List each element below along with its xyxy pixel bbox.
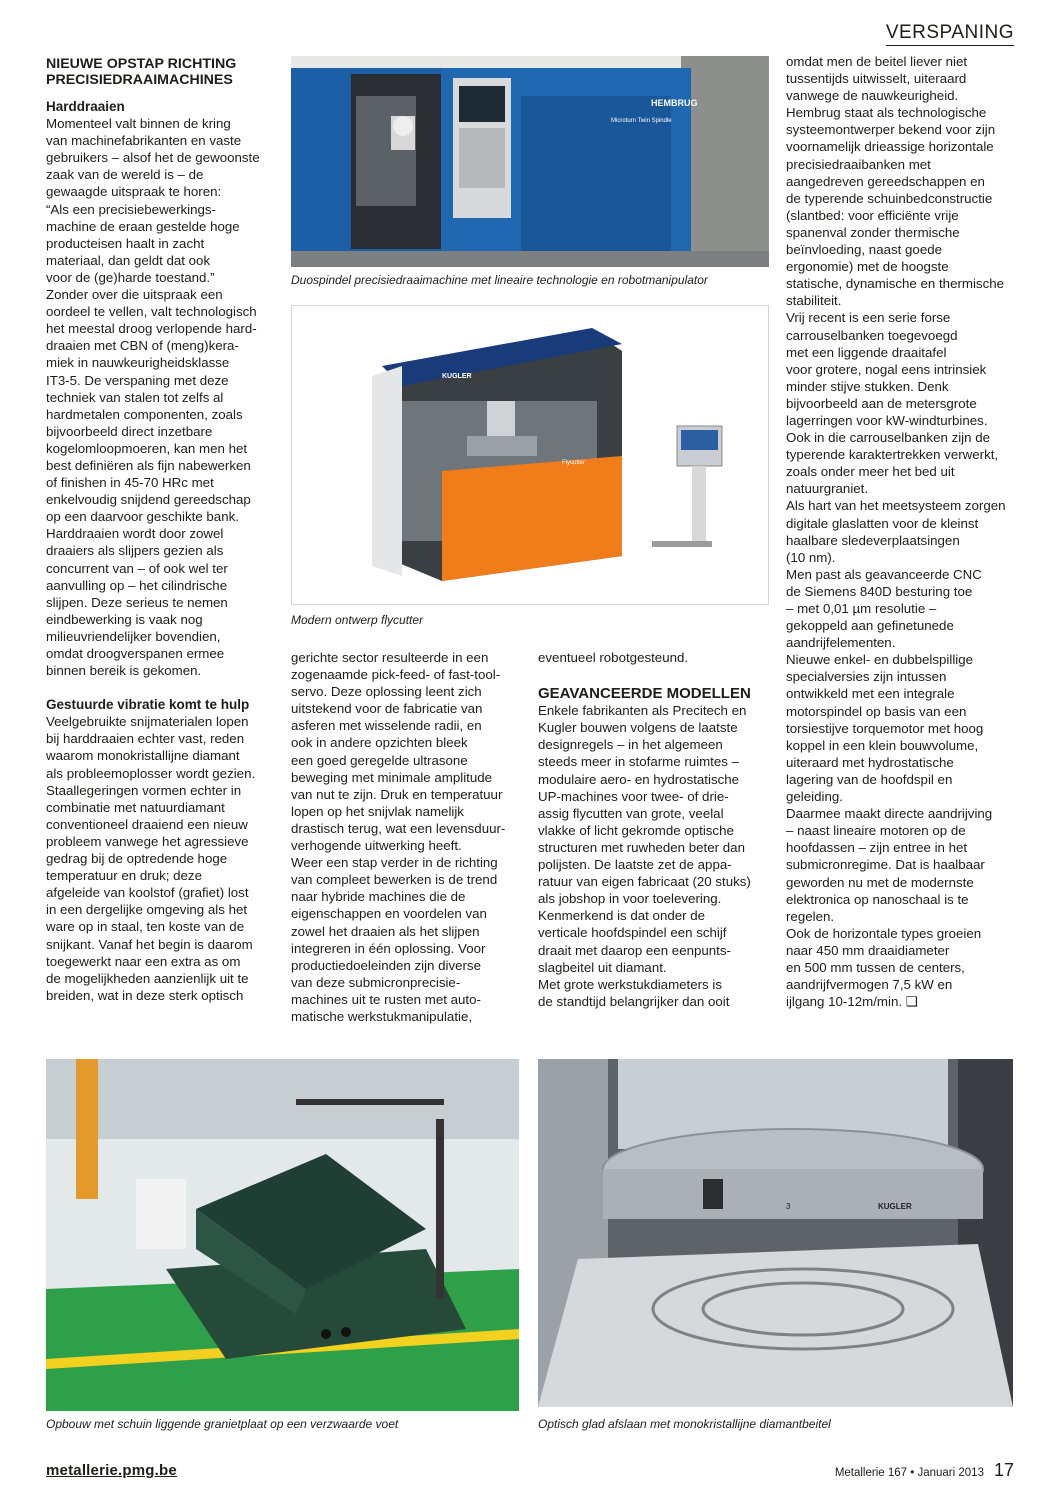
text-line: lagerringen voor kW-windturbines.	[786, 412, 988, 428]
caption-fig2: Modern ontwerp flycutter	[291, 613, 424, 627]
text-line: naar 450 mm draaidiameter	[786, 942, 950, 958]
text-line: de typerende schuinbedconstructie	[786, 190, 993, 206]
granietplaat-illustration	[46, 1059, 519, 1411]
text-line: lopen op het snijvlak namelijk	[291, 803, 464, 819]
text-line: – naast lineaire motoren op de	[786, 823, 966, 839]
text-line: kogelomloopmoeren, kan men het	[46, 440, 248, 456]
text-line: ijlgang 10-12m/min. ❑	[786, 994, 918, 1010]
footer-issue-info	[835, 1460, 1014, 1481]
text-line: draaien met CBN of (meng)kera-	[46, 338, 239, 354]
text-line: hardmetalen componenten, zoals	[46, 406, 243, 422]
caption-fig1: Duospindel precisiedraaimachine met lineaire technologie en robotmanipulator	[291, 273, 708, 287]
text-line: (10 nm).	[786, 549, 836, 565]
text-line: zoals onder meer het bed uit	[786, 464, 955, 480]
paragraph-harddraaien	[46, 115, 276, 679]
text-line: voor de (ge)harde toestand.”	[46, 269, 215, 285]
text-line: enkelvoudig snijdend gereedschap	[46, 492, 251, 508]
text-line: koppel in een klein bouwvolume,	[786, 737, 979, 753]
text-line: materiaal, dan geldt dat ook	[46, 252, 211, 268]
text-line: binnen bereik is gekomen.	[46, 663, 202, 679]
text-line: omdat droogverspanen ermee	[46, 646, 225, 661]
text-line: probleem vanwege het agressieve	[46, 833, 249, 849]
text-line: stabiliteit.	[786, 293, 842, 309]
text-line: matische werkstukmanipulatie,	[291, 1008, 473, 1024]
text-line: torsiestijve torquemotor met hoog	[786, 720, 984, 736]
text-line: motorspindel op basis van een	[786, 703, 967, 719]
column-3	[538, 649, 768, 1010]
text-line: draaiers als slijpers gezien als	[46, 543, 224, 559]
text-line: machine de eraan gestelde hoge	[46, 218, 240, 234]
text-line: gekoppeld aan gefinetunede	[786, 618, 954, 634]
text-line: bijvoorbeeld aan de metersgrote	[786, 395, 977, 411]
photo-duospindel-machine	[291, 56, 769, 267]
text-line: zogenaamde pick-feed- of fast-tool-	[291, 667, 501, 683]
text-line: als jobshop in voor toelevering.	[538, 891, 722, 907]
text-line: beweging met minimale amplitude	[291, 769, 493, 785]
text-line: voornamelijk drieassige horizontale	[786, 139, 994, 155]
text-line: geleiding.	[786, 789, 843, 805]
text-line: Vrij recent is een serie forse	[786, 310, 951, 326]
text-line: conventioneel draaiend een nieuw	[46, 816, 248, 832]
text-line: eigenschappen en voordelen van	[291, 906, 487, 922]
text-line: concurrent van – of ook wel ter	[46, 560, 228, 576]
text-line: Staallegeringen vormen echter in	[46, 782, 242, 798]
text-line: productiedoeleinden zijn diverse	[291, 957, 481, 973]
text-line: slijpen. Deze serieus te nemen	[46, 594, 228, 610]
text-line: Ook in die carrouselbanken zijn de	[786, 430, 991, 446]
text-line: ergonomie) met de hoogste	[786, 259, 949, 275]
text-line: ratuur van eigen fabricaat (20 stuks)	[538, 874, 751, 890]
article-title-line-1: NIEUWE OPSTAP RICHTING	[46, 56, 237, 72]
text-line: uiteraard met hydrostatische	[786, 754, 954, 770]
text-line: aandrijfelementen.	[786, 635, 896, 651]
hembrug-logo: HEMBRUG	[651, 98, 698, 108]
text-line: bij harddraaien echter vast, reden	[46, 731, 245, 747]
page-number: 17	[993, 1460, 1014, 1480]
column-2	[291, 649, 521, 1025]
text-line: zaak van de wereld is – de	[46, 167, 204, 183]
panel-text: Microturn Twin Spindle	[611, 118, 672, 124]
text-line: hoofdassen – zijn entree in het	[786, 840, 968, 856]
text-line: van compleet bewerken is de trend	[291, 872, 498, 888]
text-line: gebruikers – alsof het de gewoonste	[46, 150, 260, 166]
text-line: carrouselbanken toegevoegd	[786, 327, 958, 343]
text-line: naar hybride machines die de	[291, 889, 466, 905]
text-line: of finishen in 45-70 HRc met	[46, 475, 214, 491]
text-line: van machinefabrikanten en vaste	[46, 133, 242, 149]
diamantbeitel-illustration	[538, 1059, 1013, 1407]
text-line: als probleemoplosser wordt gezien.	[46, 765, 256, 781]
text-line: UP-machines voor twee- of drie-	[538, 788, 729, 804]
text-line: Ook de horizontale types groeien	[786, 925, 982, 941]
text-line: aandrijfvermogen 7,5 kW en	[786, 977, 953, 993]
text-line: Met grote werkstukdiameters is	[538, 976, 723, 992]
text-line: op een daarvoor geschikte bank.	[46, 509, 239, 525]
text-line: afgeleide van koolstof (grafiet) lost	[46, 885, 249, 901]
text-line: verticale hoofdspindel een schijf	[538, 925, 727, 941]
text-line: de Siemens 840D besturing toe	[786, 583, 973, 599]
caption-fig4: Optisch glad afslaan met monokristallijne diamantbeitel	[538, 1417, 831, 1431]
photo-diamantbeitel	[538, 1059, 1013, 1407]
text-line: Kugler bouwen volgens de laatste	[538, 720, 738, 736]
text-line: techniek van stalen tot zelfs al	[46, 389, 224, 405]
text-line: gewaagde uitspraak te horen:	[46, 184, 222, 200]
text-line: in een dergelijke omgeving als het	[46, 902, 248, 918]
text-line: en 500 mm tussen de centers,	[786, 959, 965, 975]
footer-url-link[interactable]: metallerie.pmg.be	[46, 1462, 177, 1479]
text-line: ware op in staal, ten koste van de	[46, 919, 245, 935]
text-line: combinatie met natuurdiamant	[46, 799, 225, 815]
fixture-mark: 3	[786, 1202, 791, 1211]
text-line: omdat men de beitel liever niet	[786, 54, 968, 69]
text-line: Weer een stap verder in de richting	[291, 855, 498, 871]
kugler-logo-fig4: KUGLER	[878, 1202, 912, 1211]
text-line: integreren in één oplossing. Voor	[291, 940, 486, 956]
text-line: geworden nu met de modernste	[786, 874, 974, 890]
duospindel-machine-illustration	[291, 56, 769, 267]
text-line: verhogende uitwerking heeft.	[291, 838, 462, 854]
text-line: submicronregime. Dat is haalbaar	[786, 857, 985, 873]
text-line: IT3-5. De verspaning met deze	[46, 372, 229, 388]
text-line: – met 0,01 µm resolutie –	[786, 601, 937, 616]
text-line: minder stijve stukken. Denk	[786, 378, 949, 394]
subheading-harddraaien: Harddraaien	[46, 99, 125, 114]
article-title-line-2: PRECISIEDRAAIMACHINES	[46, 72, 233, 88]
text-line: ook in andere opzichten bleek	[291, 735, 468, 751]
text-line: spanenval zonder thermische	[786, 224, 960, 240]
text-line: aangedreven gereedschappen en	[786, 173, 985, 189]
text-line: eventueel robotgesteund.	[538, 650, 689, 665]
text-line: gedrag bij de optredende hoge	[46, 851, 228, 867]
text-line: drastisch terug, wat een levensduur-	[291, 820, 506, 836]
text-line: breiden, wat in deze sterk optisch	[46, 987, 244, 1003]
text-line: milieuvriendelijker bovendien,	[46, 628, 221, 644]
text-line: snijkant. Vanaf het begin is daarom	[46, 936, 253, 952]
text-line: draait met daarop een eenpunts-	[538, 942, 731, 958]
text-line: oordeel te vellen, valt technologisch	[46, 304, 257, 320]
article-title	[46, 56, 276, 88]
text-line: Harddraaien wordt door zowel	[46, 526, 224, 542]
text-line: de standtijd belangrijker dan ooit	[538, 993, 730, 1009]
text-line: miek in nauwkeurigheidsklasse	[46, 355, 230, 371]
subheading-gestuurde-vibratie: Gestuurde vibratie komt te hulp	[46, 697, 250, 713]
paragraph-column-4	[786, 53, 1018, 1010]
text-line: Momenteel valt binnen de kring	[46, 116, 231, 132]
photo-flycutter	[291, 305, 769, 605]
text-line: elektronica op nanoschaal is te	[786, 891, 969, 907]
text-line: bijvoorbeeld direct inzetbare	[46, 423, 213, 439]
text-line: de mogelijkheden aanzienlijk uit te	[46, 970, 249, 986]
text-line: (slantbed: voor efficiënte vrije	[786, 207, 959, 223]
text-line: beïnvloeding, naast goede	[786, 242, 942, 258]
text-line: uitstekend voor de fabricatie van	[291, 701, 483, 717]
text-line: specialversies zijn intussen	[786, 669, 947, 685]
text-line: Veelgebruikte snijmaterialen lopen	[46, 714, 249, 730]
text-line: best definiëren als fijn nabewerken	[46, 457, 251, 473]
text-line: zowel het draaien als het slijpen	[291, 923, 480, 939]
text-line: polijsten. De laatste zet de appa-	[538, 857, 732, 873]
text-line: met een liggende draaitafel	[786, 344, 947, 360]
paragraph-geavanceerde-modellen	[538, 702, 768, 1010]
text-line: steeds meer in stofarme ruimtes –	[538, 754, 740, 770]
text-line: voor grotere, nogal eens intrinsiek	[786, 361, 987, 377]
flycutter-label: Flycutter	[562, 460, 586, 466]
text-line: digitale glaslatten voor de kleinst	[786, 515, 979, 531]
text-line: toegewerkt naar een extra as om	[46, 953, 241, 969]
heading-geavanceerde-modellen: GEAVANCEERDE MODELLEN	[538, 685, 751, 703]
kugler-logo-fig2: KUGLER	[442, 373, 472, 380]
text-line: van nut te zijn. Druk en temperatuur	[291, 786, 503, 802]
text-line: van deze submicronprecisie-	[291, 974, 461, 990]
text-line: natuurgraniet.	[786, 481, 869, 497]
text-line: vanwege de nauwkeurigheid.	[786, 88, 959, 104]
text-line: eindbewerking is vaak nog	[46, 611, 203, 627]
text-line: gerichte sector resulteerde in een	[291, 650, 489, 665]
text-line: Enkele fabrikanten als Precitech en	[538, 703, 747, 719]
text-line: Kenmerkend is dat onder de	[538, 908, 706, 924]
caption-fig3: Opbouw met schuin liggende granietplaat op een verzwaarde voet	[46, 1417, 399, 1431]
text-line: asferen met wisselende radii, en	[291, 718, 482, 734]
column-1	[46, 56, 276, 1004]
text-line: aanvulling op – het cilindrische	[46, 577, 228, 593]
footer-issue: Metallerie 167 • Januari 2013	[834, 1467, 984, 1479]
text-line: Zonder over die uitspraak een	[46, 287, 223, 303]
photo-granietplaat	[46, 1059, 519, 1411]
text-line: haalbare sledeverplaatsingen	[786, 532, 960, 548]
text-line: precisiedraaibanken met	[786, 156, 931, 172]
text-line: waarom monokristallijne diamant	[46, 748, 240, 764]
text-line: Hembrug staat als technologische	[786, 105, 987, 121]
column-4	[786, 53, 1018, 1010]
text-line: het meestal droog verlopende hard-	[46, 321, 257, 337]
paragraph-gestuurde-vibratie	[46, 713, 276, 1004]
text-line: Men past als geavanceerde CNC	[786, 566, 982, 582]
text-line: slagbeitel uit diamant.	[538, 959, 667, 975]
text-line: producteisen haalt in zacht	[46, 235, 205, 251]
text-line: modulaire aero- en hydrostatische	[538, 771, 740, 787]
text-line: designregels – in het algemeen	[538, 737, 723, 753]
text-line: assig flycutten van grote, veelal	[538, 805, 724, 821]
text-line: structuren met ruwheden beter dan	[538, 839, 745, 855]
text-line: tussentijds uitwisselt, uiteraard	[786, 71, 967, 87]
text-line: Als hart van het meetsysteem zorgen	[786, 498, 1006, 514]
flycutter-illustration	[292, 306, 768, 604]
text-line: lagering van de hoofdspil en	[786, 771, 953, 787]
text-line: statische, dynamische en thermische	[786, 276, 1005, 292]
text-line: Daarmee maakt directe aandrijving	[786, 806, 993, 822]
text-line: servo. Deze oplossing leent zich	[291, 684, 482, 700]
text-line: machines uit te rusten met auto-	[291, 991, 481, 1007]
text-line: typerende karaktertrekken verwerkt,	[786, 447, 999, 463]
text-line: temperatuur en druk; deze	[46, 868, 202, 884]
text-line: een goed geregelde ultrasone	[291, 752, 468, 768]
text-line: “Als een precisiebewerkings-	[46, 201, 216, 217]
text-line: vlakke of licht gekromde optische	[538, 822, 734, 838]
text-line: Nieuwe enkel- en dubbelspillige	[786, 652, 974, 668]
text-line: systeemontwerper bekend voor zijn	[786, 122, 996, 138]
text-line: ontwikkeld met een integrale	[786, 686, 955, 702]
paragraph-column-3-top	[538, 649, 768, 666]
paragraph-column-2	[291, 649, 521, 1025]
text-line: regelen.	[786, 908, 835, 924]
section-label: VERSPANING	[886, 22, 1014, 46]
